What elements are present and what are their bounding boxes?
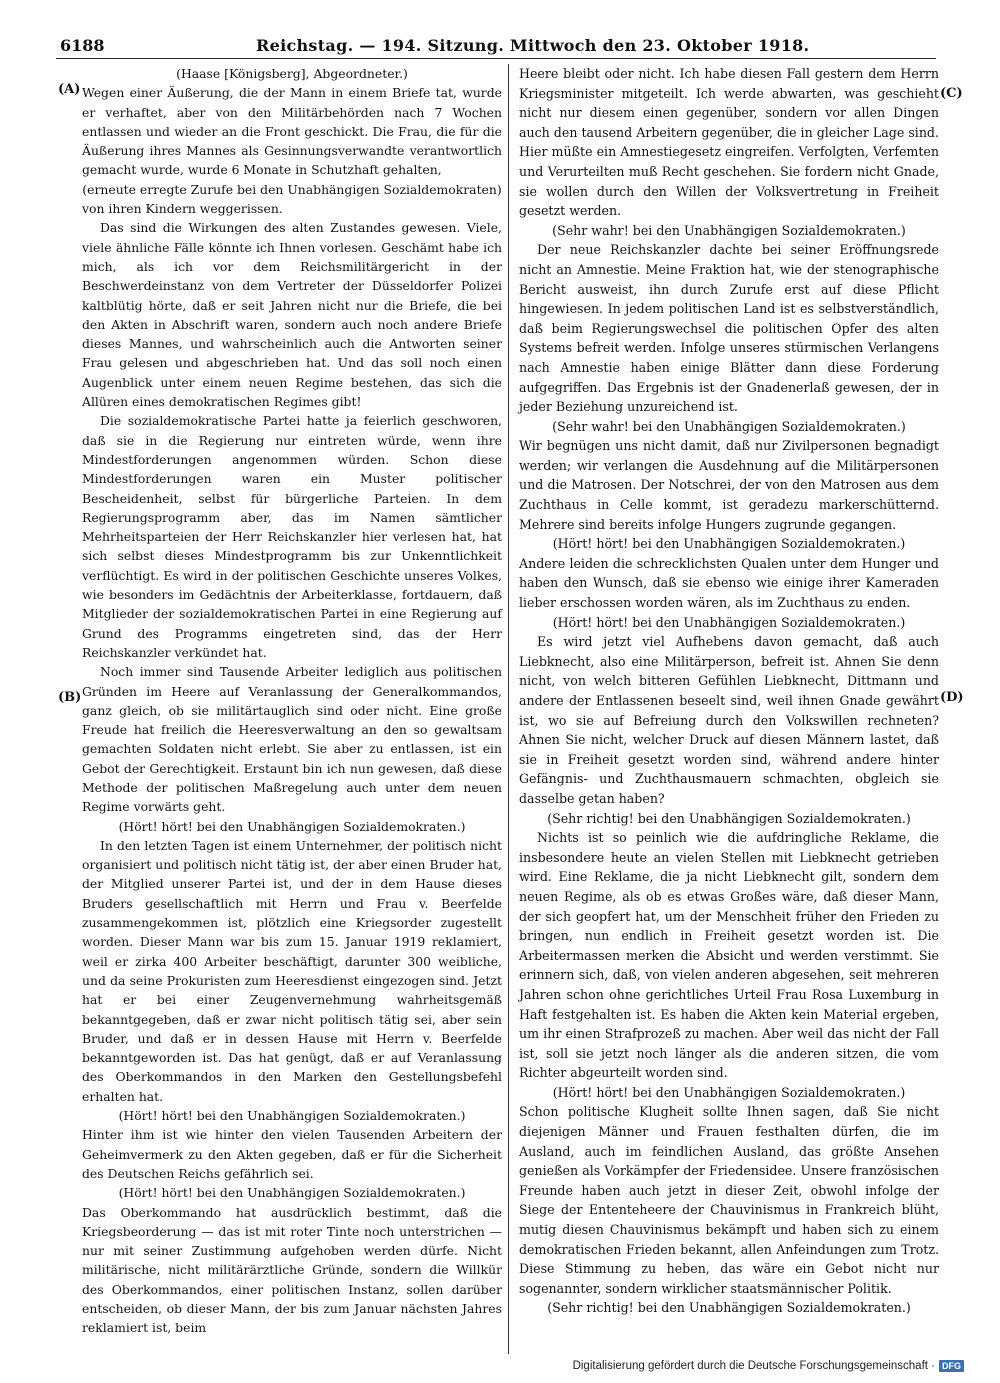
speech-paragraph: Wir begnügen uns nicht damit, daß nur Zivilpersonen begnadigt werden; wir verlangen die Ausdehnung auf die Militärpersonen und die Matrosen. Der Notschrei, der von den Matrosen aus dem Zuchthaus in Celle kommt, ist geradezu markerschütternd. Mehrere sind bereits infolge Hungers zugrunde gegangen.: [519, 438, 939, 532]
interjection-line: (Sehr wahr! bei den Unabhängigen Sozialdemokraten.): [552, 222, 906, 238]
speech-paragraph: Es wird jetzt viel Aufhebens davon gemacht, daß auch Liebknecht, also eine Militärperson, befreit ist. Ahnen Sie denn nicht, von welch bitteren Gefühlen Liebknecht, Dittmann und andere der Entlassenen beseelt sind, weil ihnen Gnade gewährt ist, wo sie auf Befreiung durch den Volkswillen rechneten? Ahnen Sie nicht, welcher Druck auf diesen Männern lastet, daß sie in Freiheit gesetzt worden sind, während andere hinter Gefängnis- und Zuchthausmauern schmachten, obgleich sie dasselbe getan haben?: [519, 634, 939, 806]
interjection-line: (Sehr richtig! bei den Unabhängigen Sozialdemokraten.): [547, 1300, 911, 1316]
speech-paragraph: In den letzten Tagen ist einem Unternehmer, der politisch nicht organisiert und politisch nicht tätig ist, der aber einen Bruder hat, der Mitglied unserer Partei ist, und der in dem Hause dieses Bruders gesellschaftlich mit Herrn und Frau v. Beerfelde zusammengekommen ist, plötzlich eine Kriegsorder zugestellt worden. Dieser Mann war bis zum 15. Januar 1919 reklamiert, weil er zirka 400 Arbeiter beschäftigt, darunter 300 weibliche, und da seine Prokuristen zum Heeresdienst eingezogen sind. Jetzt hat er bei einer Zeugenvernehmung wahrheitsgemäß bekanntgegeben, daß er zwar nicht politisch tätig sei, aber sein Bruder, und daß er in dessen Hause mit Herrn v. Beerfelde bekanntgeworden ist. Das hat genügt, daß er auf Veranlassung des Oberkommandos in den Marken den Gestellungsbefehl erhalten hat.: [82, 837, 502, 1104]
speech-paragraph: Der neue Reichskanzler dachte bei seiner Eröffnungsrede nicht an Amnestie. Meine Fraktion hat, wie der stenographische Bericht ausweist, ihn durch Zurufe erst auf diese Pflicht hingewiesen. In jedem politischen Land ist es selbstverständlich, daß beim Regierungswechsel die politischen Opfer des alten Systems befreit werden. Infolge unseres stürmischen Verlangens nach Amnestie haben einige Blätter dann diese Forderung aufgegriffen. Das Ergebnis ist der Gnadenerlaß gewesen, der in jeder Beziehung unzureichend ist.: [519, 242, 939, 415]
speech-paragraph: Das Oberkommando hat ausdrücklich bestimmt, daß die Kriegsbeorderung — das ist mit roter Tinte noch unterstrichen — nur mit seiner Zustimmung aufgehoben werden dürfe. Nicht militärische, nicht militärärztliche Gründe, sondern die Willkür des Oberkommandos, einer politischen Instanz, sollen darüber entscheiden, ob dieser Mann, der bis zum Januar nächsten Jahres reklamiert ist, beim: [82, 1204, 502, 1336]
page-running-title: Reichstag. — 194. Sitzung. Mittwoch den 23. Oktober 1918.: [256, 36, 810, 55]
speech-paragraph: Schon politische Klugheit sollte Ihnen sagen, daß Sie nicht diejenigen Männer und Frauen festhalten dürfen, die im Ausland, auch im feindlichen Ausland, das größte Ansehen genießen als Vorkämpfer der Friedensidee. Unsere französischen Freunde haben auch jetzt in dieser Zeit, obwohl infolge der Siege der Ententeheere der Chauvinismus in Frankreich blüht, mutig diesen Chauvinismus bekämpft und haben sich zu einem demokratischen Frieden bekannt, allen Anfeindungen zum Trotz. Diese Stimmung zu heben, das wäre ein Gebot nicht nur sogenannter, sondern wirklicher staatsmännischer Politik.: [519, 1104, 939, 1296]
page-header: [56, 36, 936, 59]
interjection-line: (Hört! hört! bei den Unabhängigen Sozialdemokraten.): [118, 818, 466, 834]
interjection-line: (erneute erregte Zurufe bei den Unabhängigen Sozialdemokraten): [82, 181, 502, 197]
speech-paragraph: Hinter ihm ist wie hinter den vielen Tausenden Arbeitern der Geheimvermerk zu den Akten gegeben, daß er für die Sicherheit des Deutschen Reichs gefährlich sei.: [82, 1127, 502, 1181]
interjection-line: (Hört! hört! bei den Unabhängigen Sozialdemokraten.): [552, 614, 906, 630]
right-text-column: [519, 64, 939, 1318]
margin-marker-b: (B): [58, 690, 82, 705]
page-number: 6188: [60, 36, 105, 55]
margin-marker-a: (A): [58, 82, 81, 97]
interjection-line: (Haase [Königsberg], Abgeordneter.): [176, 66, 408, 81]
interjection-line: (Sehr wahr! bei den Unabhängigen Sozialdemokraten.): [552, 418, 906, 434]
interjection-line: (Hört! hört! bei den Unabhängigen Sozialdemokraten.): [118, 1108, 466, 1124]
speech-paragraph: Die sozialdemokratische Partei hatte ja feierlich geschworen, daß sie in die Regierung nur eintreten würde, wenn ihre Mindestforderungen angenommen würden. Schon diese Mindestforderungen waren ein Muster politischer Bescheidenheit, selbst für bürgerliche Parteien. In dem Regierungsprogramm aber, das im Namen sämtlicher Mehrheitsparteien der Herr Reichskanzler hier verlesen hat, hat sich selbst dieses Mindestprogramm bis zur Unkenntlichkeit verflüchtigt. Es wird in der politischen Geschichte unseres Volkes, wie besonders im Gedächtnis der Arbeiterklasse, fortdauern, daß Mitglieder der sozialdemokratischen Partei in eine Regierung auf Grund des Programms eingetreten sind, das der Herr Reichskanzler verkündet hat.: [82, 413, 502, 660]
interjection-line: (Hört! hört! bei den Unabhängigen Sozialdemokraten.): [552, 1084, 906, 1100]
speech-paragraph: Heere bleibt oder nicht. Ich habe diesen Fall gestern dem Herrn Kriegsminister mitgeteilt. Ich werde abwarten, was geschieht nicht nur diesem einen gegenüber, sondern vor allen Dingen auch den tausend Arbeitern gegenüber, die in gleicher Lage sind. Hier müßte ein Amnestiegesetz eingreifen. Verfolgten, Verfemten und Verurteilten muß Recht geschehen. Sie fordern nicht Gnade, sie wollen durch den Willen der Volksvertretung in Freiheit gesetzt werden.: [519, 66, 939, 219]
speech-paragraph: Wegen einer Äußerung, die der Mann in einem Briefe tat, wurde er verhaftet, aber von den Militärbehörden nach 7 Wochen entlassen und wieder an die Front geschickt. Die Frau, die für die Äußerung ihres Mannes als Gesinnungsverwandte verantwortlich gemacht wurde, wurde 6 Monate in Schutzhaft gehalten,: [82, 85, 502, 178]
footer-text: Digitalisierung gefördert durch die Deutsche Forschungsgemeinschaft ·: [572, 1360, 935, 1372]
digitization-footer: [573, 1360, 964, 1372]
interjection-line: (Sehr richtig! bei den Unabhängigen Sozialdemokraten.): [547, 810, 911, 826]
margin-marker-c: (C): [940, 86, 963, 101]
interjection-line: (Hört! hört! bei den Unabhängigen Sozialdemokraten.): [552, 536, 906, 552]
speech-paragraph: Noch immer sind Tausende Arbeiter lediglich aus politischen Gründen im Heere auf Veranlassung der Generalkommandos, ganz gleich, ob sie militärtauglich sind oder nicht. Eine große Freude hat freilich die Heeresverwaltung an den so gewaltsam gemachten Soldaten nicht erlebt. Sie aber zu entlassen, ist ein Gebot der Gerechtigkeit. Erstaunt bin ich nun gewesen, daß diese Methode der politischen Maßregelung auch unter dem neuen Regime vorwärts geht.: [82, 664, 502, 815]
interjection-line: (Hört! hört! bei den Unabhängigen Sozialdemokraten.): [118, 1185, 466, 1201]
dfg-logo: DFG: [939, 1360, 964, 1372]
left-text-column: [82, 64, 502, 1338]
speech-paragraph: Nichts ist so peinlich wie die aufdringliche Reklame, die insbesondere heute an vielen Stellen mit Liebknecht getrieben wird. Eine Reklame, die ja nicht Liebknecht gilt, sondern dem neuen Regime, als ob es etwas Großes wäre, daß dieser Mann, der sich geopfert hat, um der Menschheit früher den Frieden zu bringen, nun endlich in Freiheit gesetzt worden ist. Die Arbeitermassen merken die Absicht und werden verstimmt. Sie erinnern sich, daß, von vielen anderen abgesehen, seit mehreren Jahren schon ohne gerichtliches Urteil Frau Rosa Luxemburg in Haft festgehalten ist. Es haben die Akten kein Material ergeben, um ihr einen Strafprozeß zu machen. Aber weil das nicht der Fall ist, soll sie jetzt noch länger als die anderen sitzen, die vom Richter abgeurteilt worden sind.: [519, 830, 939, 1081]
speech-paragraph: Andere leiden die schrecklichsten Qualen unter dem Hunger und haben den Wunsch, daß sie ebenso wie einige ihrer Kameraden lieber erschossen worden wären, als im Zuchthaus zu enden.: [519, 555, 939, 611]
speech-paragraph: von ihren Kindern weggerissen.: [82, 201, 283, 217]
margin-marker-d: (D): [940, 690, 964, 705]
speech-paragraph: Das sind die Wirkungen des alten Zustandes gewesen. Viele, viele ähnliche Fälle könnte ich Ihnen vorlesen. Geschämt habe ich mich, als ich vor dem Reichsmilitärgericht in der Beschwerdeinstanz von dem Vertreter der Düsseldorfer Polizei kaltblütig hörte, daß er seit Jahren nicht nur die Briefe, die bei den Akten in Abschrift waren, sondern auch noch andere Briefe dieses Mannes, und wahrscheinlich auch die Antworten seiner Frau gelesen und abgeschrieben hat. Und das soll noch einen Augenblick unter einem neuen Regime bestehen, das sich die Allüren eines demokratischen Regimes gibt!: [82, 220, 502, 410]
column-divider: [508, 64, 509, 1354]
